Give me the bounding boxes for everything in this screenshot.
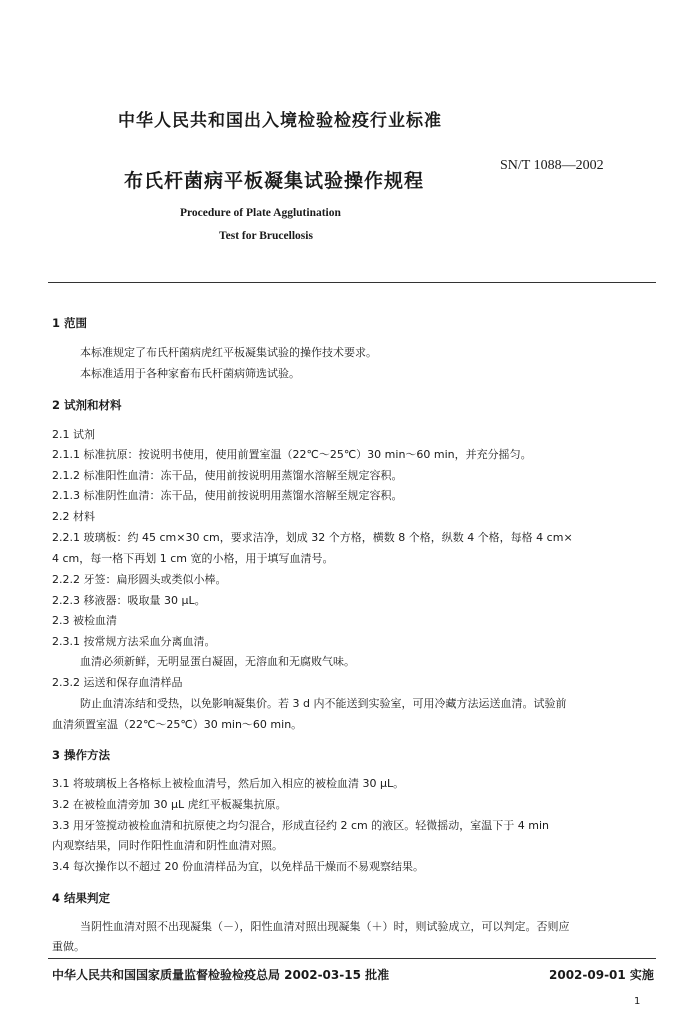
document-title-en-line2: Test for Brucellosis xyxy=(219,230,313,242)
paragraph-line: 本标准规定了布氏杆菌病虎红平板凝集试验的操作技术要求。 xyxy=(80,346,377,359)
paragraph-line: 2.1.2 标准阳性血清：冻干品，使用前按说明用蒸馏水溶解至规定容积。 xyxy=(52,469,403,482)
header-divider xyxy=(48,282,656,283)
document-title-cn: 布氏杆菌病平板凝集试验操作规程 xyxy=(124,170,425,192)
section-heading: 3 操作方法 xyxy=(52,748,111,762)
paragraph-line: 2.2.3 移液器：吸取量 30 μL。 xyxy=(52,594,206,607)
subsection-heading: 2.2 材料 xyxy=(52,510,95,523)
paragraph-line: 3.4 每次操作以不超过 20 份血清样品为宜，以免样品干燥而不易观察结果。 xyxy=(52,860,424,873)
section-heading: 1 范围 xyxy=(52,316,88,330)
section-heading: 4 结果判定 xyxy=(52,891,111,905)
issuer-approval-line: 中华人民共和国国家质量监督检验检疫总局 2002-03-15 批准 xyxy=(52,968,390,982)
paragraph-line: 4 cm，每一格下再划 1 cm 宽的小格，用于填写血清号。 xyxy=(52,552,334,565)
paragraph-line: 血清须置室温（22℃～25℃）30 min～60 min。 xyxy=(52,718,303,731)
implementation-date: 2002-09-01 实施 xyxy=(549,968,654,982)
page-number: 1 xyxy=(634,996,641,1007)
paragraph-line: 2.2.2 牙签：扁形圆头或类似小棒。 xyxy=(52,573,227,586)
paragraph-line: 防止血清冻结和受热，以免影响凝集价。若 3 d 内不能送到实验室，可用冷藏方法运送血清。试验前 xyxy=(80,697,567,710)
paragraph-line: 2.3.2 运送和保存血清样品 xyxy=(52,676,183,689)
document-title-en-line1: Procedure of Plate Agglutination xyxy=(180,207,341,219)
paragraph-line: 3.3 用牙签搅动被检血清和抗原使之均匀混合，形成直径约 2 cm 的液区。轻微摇动，室温下于 4 min xyxy=(52,819,549,832)
paragraph-line: 2.2.1 玻璃板：约 45 cm×30 cm，要求洁净，划成 32 个方格，横数 8 个格，纵数 4 个格，每格 4 cm× xyxy=(52,531,573,544)
paragraph-line: 3.2 在被检血清旁加 30 μL 虎红平板凝集抗原。 xyxy=(52,798,287,811)
paragraph-line: 2.1.3 标准阴性血清：冻干品，使用前按说明用蒸馏水溶解至规定容积。 xyxy=(52,489,403,502)
subsection-heading: 2.1 试剂 xyxy=(52,428,95,441)
industry-standard-heading: 中华人民共和国出入境检验检疫行业标准 xyxy=(118,111,442,131)
paragraph-line: 当阴性血清对照不出现凝集（－），阳性血清对照出现凝集（＋）时，则试验成立，可以判定。否则应 xyxy=(80,920,570,933)
paragraph-line: 重做。 xyxy=(52,940,85,953)
paragraph-line: 血清必须新鲜，无明显蛋白凝固，无溶血和无腐败气味。 xyxy=(80,655,355,668)
subsection-heading: 2.3 被检血清 xyxy=(52,614,117,627)
paragraph-line: 2.3.1 按常规方法采血分离血清。 xyxy=(52,635,216,648)
paragraph-line: 本标准适用于各种家畜布氏杆菌病筛选试验。 xyxy=(80,367,300,380)
footer-divider xyxy=(48,958,656,959)
paragraph-line: 内观察结果，同时作阳性血清和阴性血清对照。 xyxy=(52,839,283,852)
standard-code: SN/T 1088—2002 xyxy=(500,158,604,173)
paragraph-line: 2.1.1 标准抗原：按说明书使用，使用前置室温（22℃～25℃）30 min～60 min，并充分摇匀。 xyxy=(52,448,532,461)
section-heading: 2 试剂和材料 xyxy=(52,398,122,412)
paragraph-line: 3.1 将玻璃板上各格标上被检血清号，然后加入相应的被检血清 30 μL。 xyxy=(52,777,405,790)
